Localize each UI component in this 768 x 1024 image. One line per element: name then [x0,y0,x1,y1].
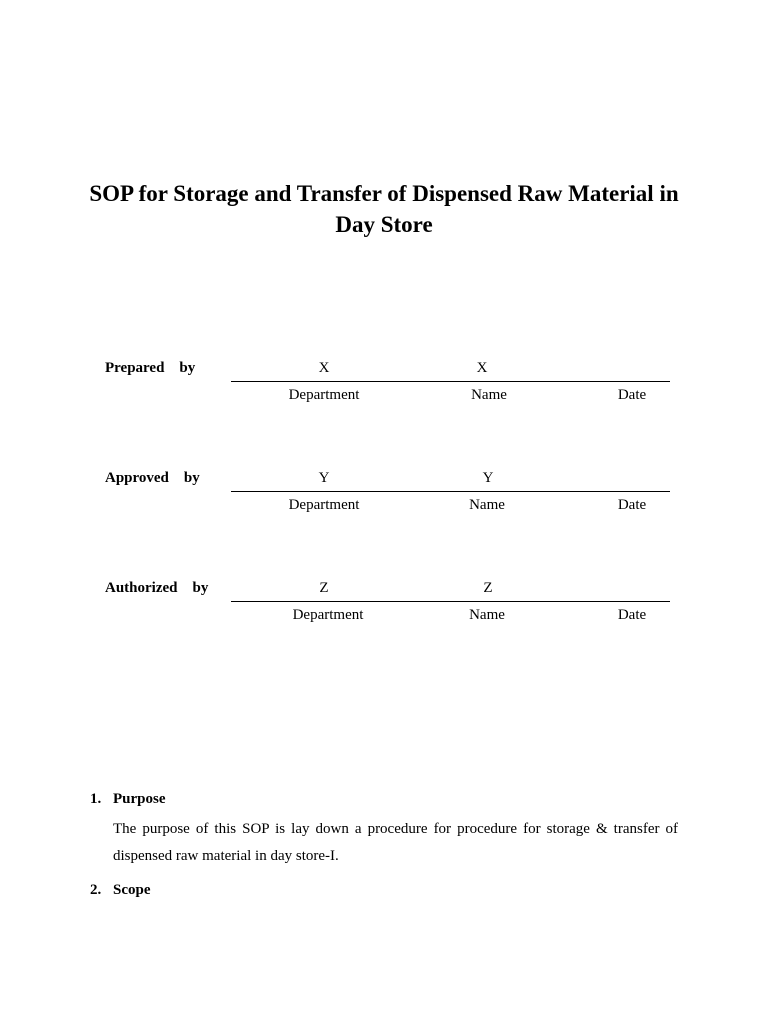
authorized-department-caption: Department [292,607,364,623]
section-body: The purpose of this SOP is lay down a procedure for procedure for storage & transfer of dispensed raw material in day store-I. [113,821,678,864]
signature-line-prepared [231,381,670,382]
signature-line-approved [231,491,670,492]
approved-department-caption: Department [288,497,360,513]
prepared-department-value: X [318,360,330,376]
approved-date-caption: Date [617,497,647,513]
document-title-line-2: Day Store [335,212,433,237]
document-title [80,178,688,240]
approved-department-value: Y [318,470,330,486]
signature-line-authorized [231,601,670,602]
authorized-name-caption: Name [469,607,505,623]
approved-name-value: Y [482,470,494,486]
signature-block-authorized [0,578,768,638]
signature-block-prepared [0,358,768,418]
authorized-date-caption: Date [617,607,647,623]
section-title: Scope [113,882,151,898]
document-title-line-1: SOP for Storage and Transfer of Dispensed Raw Material in [89,181,679,206]
section-purpose [90,789,678,870]
section-number: 1. [90,791,102,807]
section-number: 2. [90,882,102,898]
signature-label-authorized: Authorized by  [105,580,221,596]
prepared-department-caption: Department [288,387,360,403]
prepared-name-value: X [476,360,488,376]
section-heading [90,880,678,900]
section-heading [90,789,678,809]
section-scope [90,880,678,900]
signature-block-approved [0,468,768,528]
authorized-department-value: Z [319,580,329,596]
prepared-name-caption: Name [471,387,507,403]
section-title: Purpose [113,791,166,807]
signature-label-prepared: Prepared by  [105,360,207,376]
signature-label-approved: Approved by  [105,470,212,486]
authorized-name-value: Z [483,580,493,596]
prepared-date-caption: Date [617,387,647,403]
approved-name-caption: Name [469,497,505,513]
